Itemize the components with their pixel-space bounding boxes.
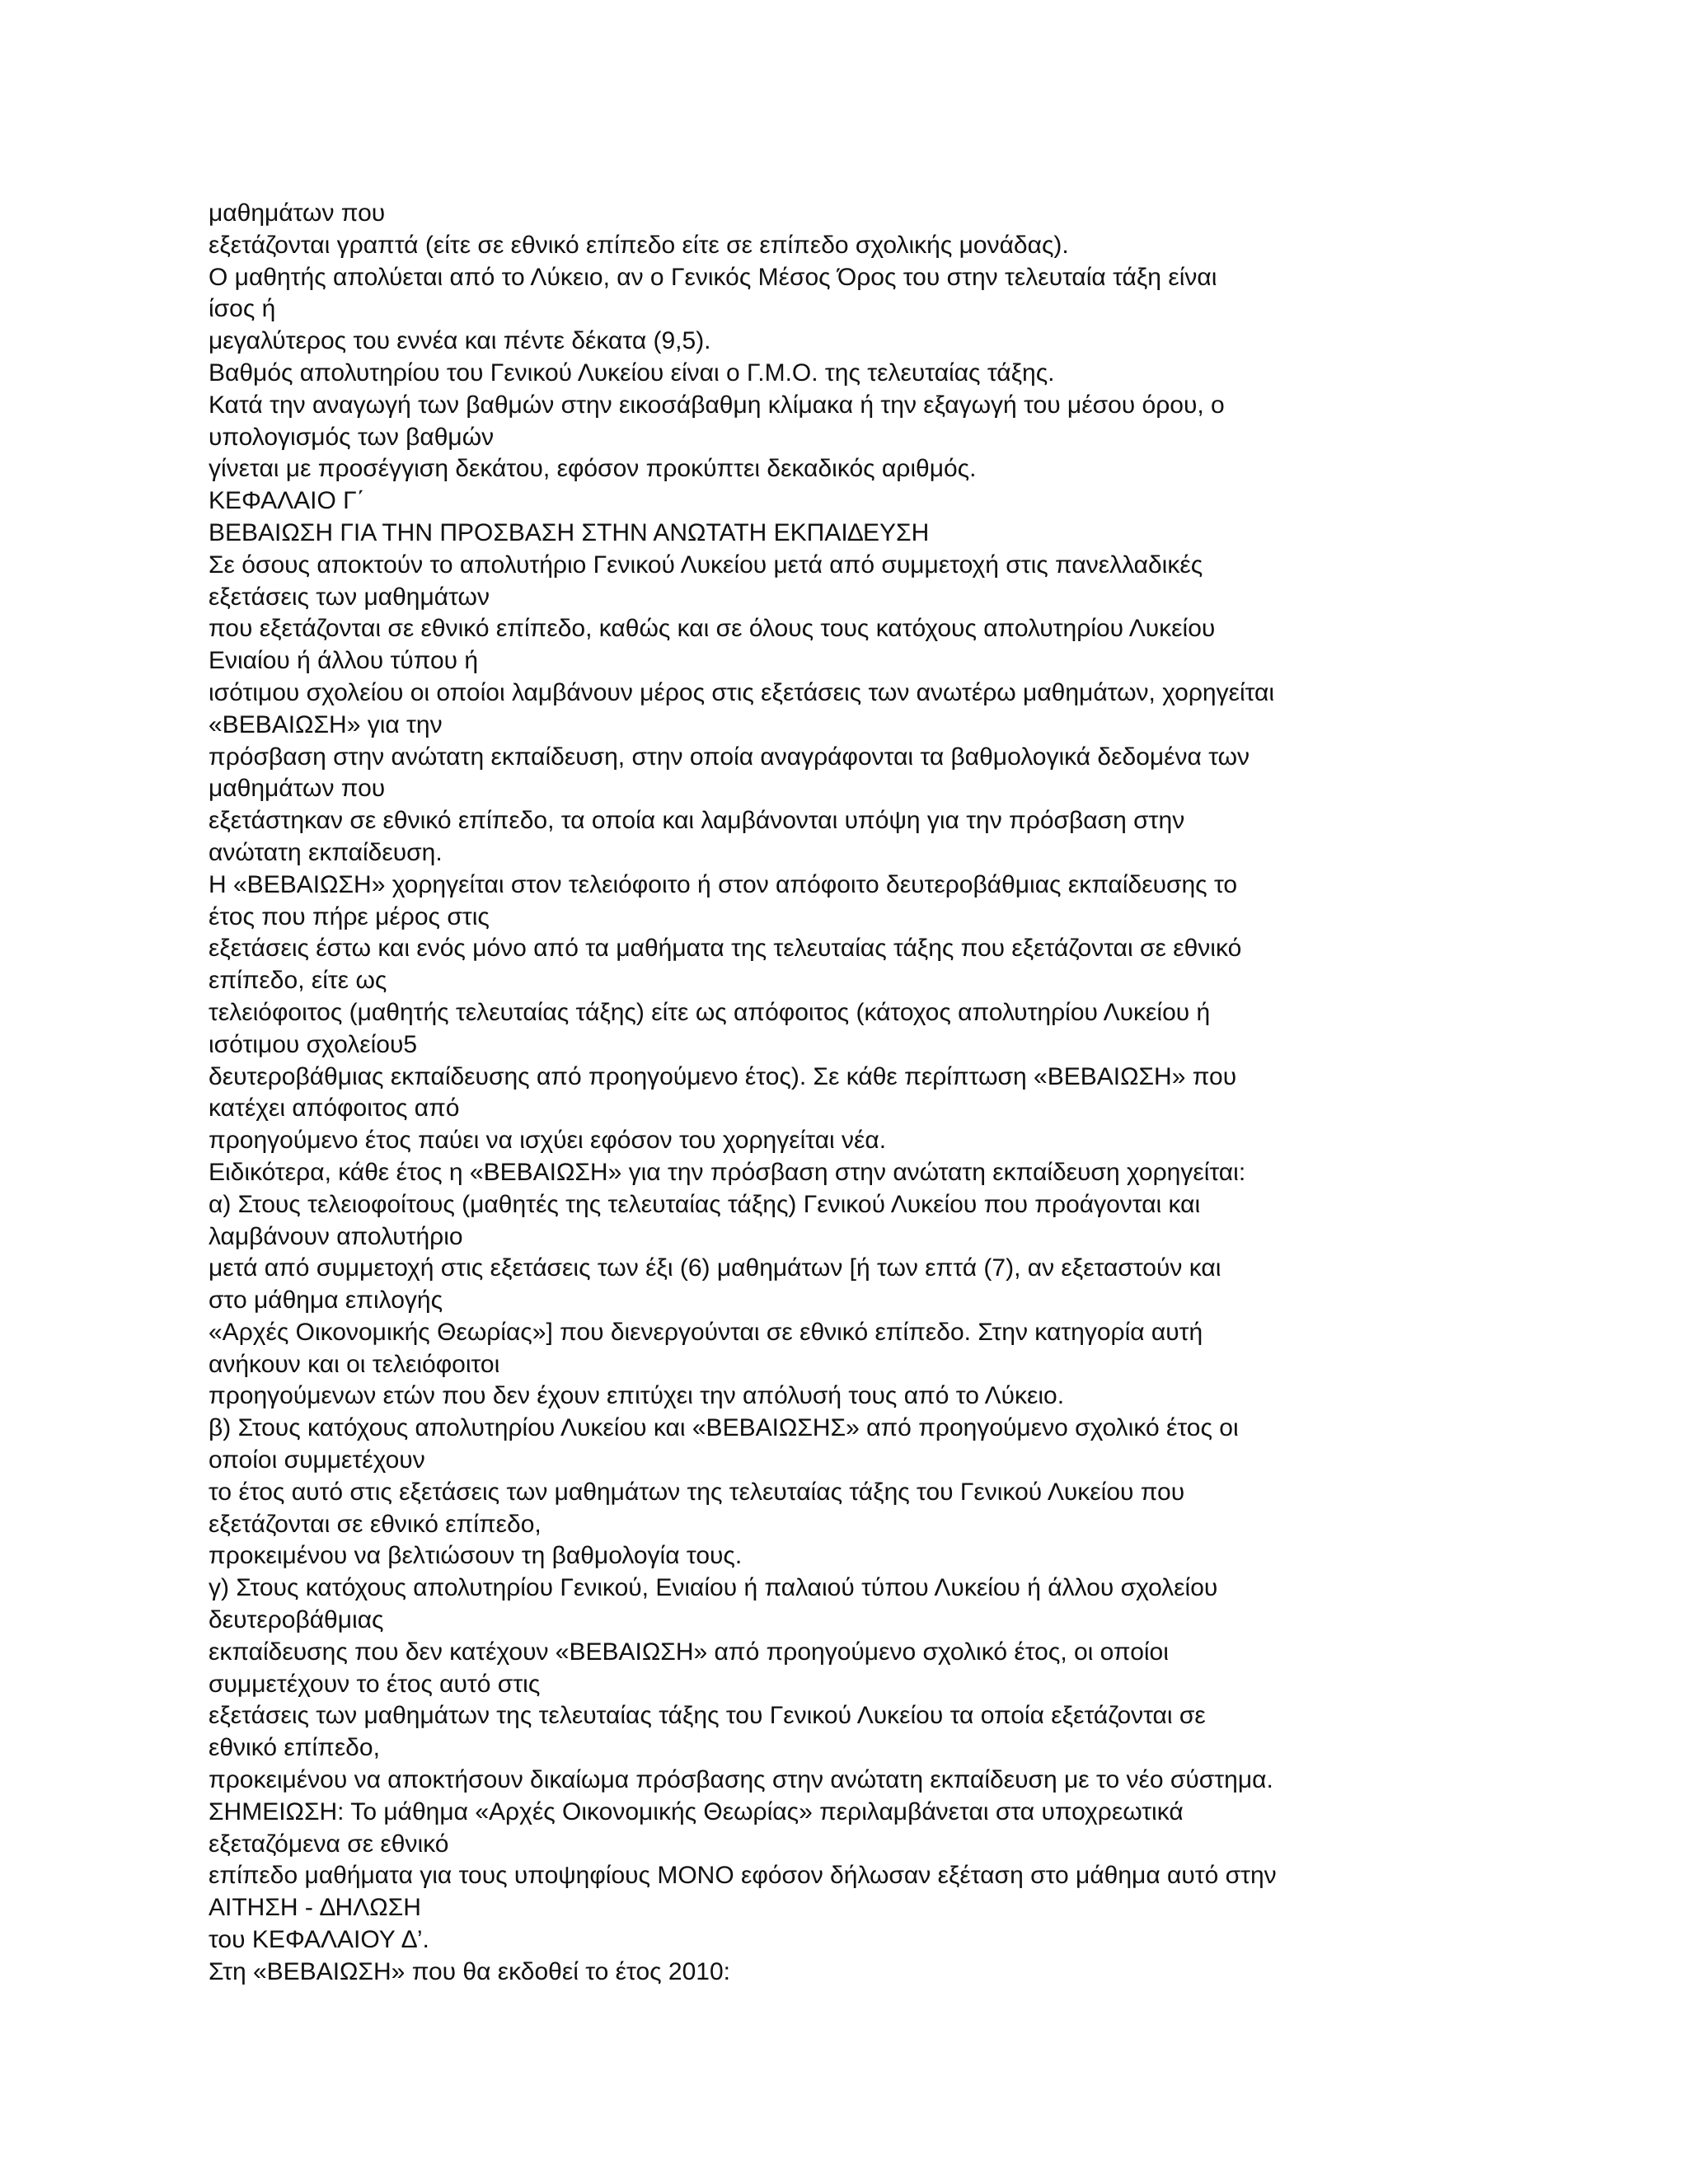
text-line: μεγαλύτερος του εννέα και πέντε δέκατα (9,5). (209, 327, 711, 355)
text-line: προκειμένου να βελτιώσουν τη βαθμολογία τους. (209, 1542, 743, 1570)
text-line: ΣΗΜΕΙΩΣΗ: Το μάθημα «Αρχές Οικονομικής Θεωρίας» περιλαμβάνεται στα υποχρεωτικά (209, 1797, 1184, 1825)
text-line: ισότιμου σχολείου οι οποίοι λαμβάνουν μέρος στις εξετάσεις των ανωτέρω μαθημάτων, χορηγείται (209, 678, 1275, 706)
text-line: εξετάσεις των μαθημάτων (209, 583, 490, 611)
text-line: εξετάσεις των μαθημάτων της τελευταίας τάξης του Γενικού Λυκείου τα οποία εξετάζονται σε (209, 1702, 1206, 1730)
text-line: β) Στους κατόχους απολυτηρίου Λυκείου και «ΒΕΒΑΙΩΣΗΣ» από προηγούμενο σχολικό έτος οι (209, 1414, 1239, 1442)
text-line: του ΚΕΦΑΛΑΙΟΥ ∆’. (209, 1926, 429, 1954)
document-body (209, 198, 1494, 2020)
text-line: λαμβάνουν απολυτήριο (209, 1222, 463, 1250)
text-line: ανήκουν και οι τελειόφοιτοι (209, 1350, 500, 1378)
text-line: έτος που πήρε μέρος στις (209, 902, 490, 930)
text-line: Σε όσους αποκτούν το απολυτήριο Γενικού Λυκείου μετά από συμμετοχή στις πανελλαδικές (209, 551, 1203, 579)
note-line: εξεταζόμενα σε εθνικό (209, 1830, 449, 1858)
text-line: εξετάστηκαν σε εθνικό επίπεδο, τα οποία και λαμβάνονται υπόψη για την πρόσβαση στην (209, 807, 1185, 835)
text-line: κατέχει απόφοιτος από (209, 1094, 460, 1122)
text-line: υπολογισμός των βαθμών (209, 423, 495, 451)
text-line: Βαθμός απολυτηρίου του Γενικού Λυκείου είναι ο Γ.Μ.Ο. της τελευταίας τάξης. (209, 359, 1055, 387)
text-line: ανώτατη εκπαίδευση. (209, 838, 443, 866)
text-line: προκειμένου να αποκτήσουν δικαίωμα πρόσβασης στην ανώτατη εκπαίδευση με το νέο σύστημα. (209, 1766, 1273, 1794)
section-heading: ΒΕΒΑΙΩΣΗ ΓΙΑ ΤΗΝ ΠΡΟΣΒΑΣΗ ΣΤΗΝ ΑΝΩΤΑΤΗ ΕΚΠΑΙ∆ΕΥΣΗ (209, 518, 930, 546)
text-line: γίνεται με προσέγγιση δεκάτου, εφόσον προκύπτει δεκαδικός αριθμός. (209, 455, 977, 483)
text-line: το έτος αυτό στις εξετάσεις των μαθημάτων της τελευταίας τάξης του Γενικού Λυκείου που (209, 1478, 1185, 1506)
text-line: εξετάσεις έστω και ενός μόνο από τα μαθήματα της τελευταίας τάξης που εξετάζονται σε εθνικό (209, 935, 1242, 963)
text-line: μαθημάτων που (209, 775, 386, 803)
text-line: γ) Στους κατόχους απολυτηρίου Γενικού, Ενιαίου ή παλαιού τύπου Λυκείου ή άλλου σχολείου (209, 1574, 1218, 1602)
text-line: εκπαίδευσης που δεν κατέχουν «ΒΕΒΑΙΩΣΗ» από προηγούμενο σχολικό έτος, οι οποίοι (209, 1638, 1169, 1666)
text-line: επίπεδο μαθήματα για τους υποψηφίους ΜΟΝΟ εφόσον δήλωσαν εξέταση στο μάθημα αυτό στην (209, 1862, 1277, 1890)
text-line: μετά από συμμετοχή στις εξετάσεις των έξι (6) μαθημάτων [ή των επτά (7), αν εξεταστούν και (209, 1254, 1221, 1282)
text-line: πρόσβαση στην ανώτατη εκπαίδευση, στην οποία αναγράφονται τα βαθμολογικά δεδομένα των (209, 743, 1250, 771)
text-line: Στη «ΒΕΒΑΙΩΣΗ» που θα εκδοθεί το έτος 2010: (209, 1957, 731, 1985)
text-line: Ενιαίου ή άλλου τύπου ή (209, 647, 479, 675)
text-line: που εξετάζονται σε εθνικό επίπεδο, καθώς και σε όλους τους κατόχους απολυτηρίου Λυκείου (209, 615, 1216, 643)
text-line: τελειόφοιτος (μαθητής τελευταίας τάξης) είτε ως απόφοιτος (κάτοχος απολυτηρίου Λυκείου ή (209, 998, 1211, 1026)
text-line: Η «ΒΕΒΑΙΩΣΗ» χορηγείται στον τελειόφοιτο ή στον απόφοιτο δευτεροβάθμιας εκπαίδευσης το (209, 870, 1238, 898)
text-line: α) Στους τελειοφοίτους (μαθητές της τελευταίας τάξης) Γενικού Λυκείου που προάγονται και (209, 1190, 1201, 1218)
text-line: Ο μαθητής απολύεται από το Λύκειο, αν ο Γενικός Μέσος Όρος του στην τελευταία τάξη είναι (209, 263, 1217, 291)
text-line: εξετάζονται γραπτά (είτε σε εθνικό επίπεδο είτε σε επίπεδο σχολικής μονάδας). (209, 231, 1069, 259)
text-line: ισότιμου σχολείου5 (209, 1030, 418, 1058)
text-line: ΑΙΤΗΣΗ - ∆ΗΛΩΣΗ (209, 1894, 421, 1922)
text-line: προηγούμενων ετών που δεν έχουν επιτύχει την απόλυσή τους από το Λύκειο. (209, 1382, 1065, 1410)
text-line: στο μάθημα επιλογής (209, 1286, 443, 1315)
text-line: «ΒΕΒΑΙΩΣΗ» για την (209, 710, 443, 738)
text-line: δευτεροβάθμιας (209, 1606, 384, 1634)
text-line: Κατά την αναγωγή των βαθμών στην εικοσάβαθμη κλίμακα ή την εξαγωγή του μέσου όρου, ο (209, 391, 1225, 419)
text-line: ίσος ή (209, 295, 276, 323)
text-line: μαθημάτων που (209, 199, 386, 227)
text-line: δευτεροβάθμιας εκπαίδευσης από προηγούμενο έτος). Σε κάθε περίπτωση «ΒΕΒΑΙΩΣΗ» που (209, 1062, 1237, 1090)
text-line: «Αρχές Οικονομικής Θεωρίας»] που διενεργούνται σε εθνικό επίπεδο. Στην κατηγορία αυτή (209, 1318, 1203, 1346)
text-line: επίπεδο, είτε ως (209, 967, 387, 995)
text-line: προηγούμενο έτος παύει να ισχύει εφόσον του χορηγείται νέα. (209, 1127, 887, 1155)
text-line: Ειδικότερα, κάθε έτος η «ΒΕΒΑΙΩΣΗ» για την πρόσβαση στην ανώτατη εκπαίδευση χορηγείται: (209, 1158, 1246, 1186)
chapter-heading: ΚΕΦΑΛΑΙΟ Γ΄ (209, 487, 365, 515)
text-line: εξετάζονται σε εθνικό επίπεδο, (209, 1510, 542, 1538)
text-line: εθνικό επίπεδο, (209, 1734, 380, 1762)
text-line: συμμετέχουν το έτος αυτό στις (209, 1670, 541, 1698)
text-line: οποίοι συμμετέχουν (209, 1446, 425, 1474)
text-line (209, 1989, 1494, 2021)
